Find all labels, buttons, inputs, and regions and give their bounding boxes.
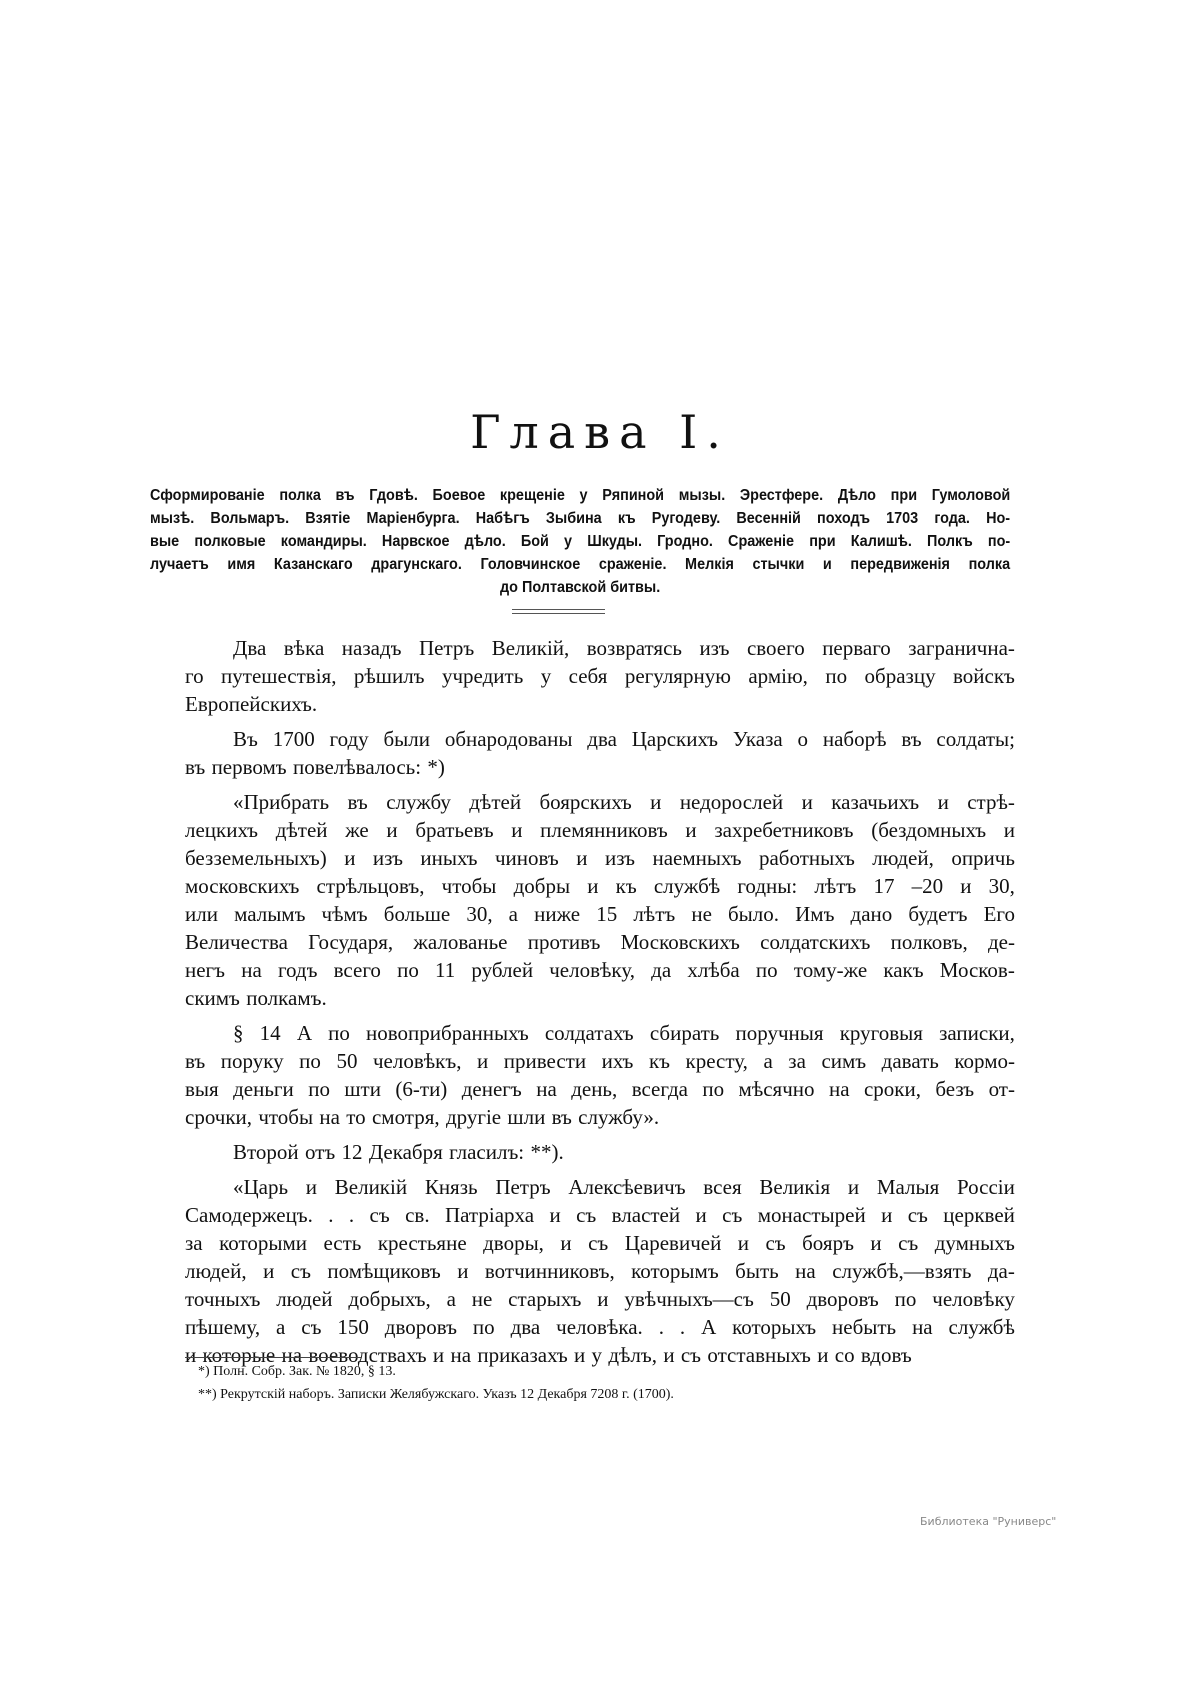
text-line: въ первомъ повелѣвалось: *) [185,755,445,779]
section-divider [512,609,605,614]
text-line: Два вѣка назадъ Петръ Великій, возвратясь изъ своего перваго загранична- [233,636,1015,660]
footnote-rule [185,1357,361,1358]
text-line: «Прибрать въ службу дѣтей боярскихъ и недорослей и казачьихъ и стрѣ- [233,790,1015,814]
text-line: § 14 А по новоприбранныхъ солдатахъ сбирать поручныя круговыя записки, [233,1021,1015,1045]
footnote-1: *) Полн. Собр. Зак. № 1820, § 13. [198,1364,396,1379]
footnote-2: **) Рекрутскій наборъ. Записки Желябужскаго. Указъ 12 Декабря 7208 г. (1700). [198,1387,674,1402]
paragraph [185,1173,1015,1369]
text-line: за которыми есть крестьяне дворы, и съ Царевичей и съ бояръ и съ думныхъ [185,1231,1015,1255]
text-line: Въ 1700 году были обнародованы два Царскихъ Указа о наборѣ въ солдаты; [233,727,1015,751]
text-line: въ поруку по 50 человѣкъ, и привести ихъ къ кресту, а за симъ давать кормо- [185,1049,1015,1073]
text-line: выя деньги по шти (6-ти) денегъ на день, всегда по мѣсячно на сроки, безъ от- [185,1077,1015,1101]
summary-line: лучаетъ имя Казанскаго драгунскаго. Головчинское сраженіе. Мелкія стычки и передвиженія полка [150,556,1011,573]
summary-line: Сформированіе полка въ Гдовѣ. Боевое крещеніе у Ряпиной мызы. Эрестфере. Дѣло при Гумоловой [150,487,1011,504]
chapter-title: Глава I. [470,405,730,459]
text-line: скимъ полкамъ. [185,986,327,1010]
text-line: Величества Государя, жалованье противъ Московскихъ солдатскихъ полковъ, де- [185,930,1015,954]
paragraph [185,634,1015,718]
summary-line: мызѣ. Вольмаръ. Взятіе Маріенбурга. Набѣгъ Зыбина къ Ругодеву. Весенній походъ 1703 года. Но- [150,510,1011,527]
text-line: негъ на годъ всего по 11 рублей человѣку, да хлѣба по тому-же какъ Москов- [185,958,1015,982]
text-line: и которые на воеводствахъ и на приказахъ и у дѣлъ, и съ отставныхъ и со вдовъ [185,1343,912,1367]
text-line: московскихъ стрѣльцовъ, чтобы добры и къ службѣ годны: лѣтъ 17 –20 и 30, [185,874,1015,898]
paragraph [185,788,1015,1012]
paragraph [185,725,1015,781]
library-watermark: Библиотека "Руниверс" [920,1515,1057,1528]
text-line: точныхъ людей добрыхъ, а не старыхъ и увѣчныхъ—съ 50 дворовъ по человѣку [185,1287,1015,1311]
text-line: Второй отъ 12 Декабря гласилъ: **). [233,1140,564,1164]
text-line: пѣшему, а съ 150 дворовъ по два человѣка. . . А которыхъ небыть на службѣ [185,1315,1015,1339]
text-line: го путешествія, рѣшилъ учредить у себя регулярную армію, по образцу войскъ [185,664,1015,688]
text-line: Самодержецъ. . . съ св. Патріарха и съ властей и съ монастырей и съ церквей [185,1203,1015,1227]
text-line: или малымъ чѣмъ больше 30, а ниже 15 лѣтъ не было. Имъ дано будетъ Его [185,902,1015,926]
text-line: «Царь и Великій Князь Петръ Алексѣевичъ всея Великія и Малыя Россіи [233,1175,1015,1199]
paragraph [185,1138,1015,1166]
summary-line: до Полтавской битвы. [500,579,661,596]
summary-line: вые полковые командиры. Нарвское дѣло. Бой у Шкуды. Гродно. Сраженіе при Калишѣ. Полкъ по- [150,533,1011,550]
text-line: людей, и съ помѣщиковъ и вотчинниковъ, которымъ быть на службѣ,—взять да- [185,1259,1015,1283]
body-text [185,634,1015,1376]
text-line: Европейскихъ. [185,692,318,716]
text-line: срочки, чтобы на то смотря, другіе шли въ службу». [185,1105,660,1129]
footnotes [198,1360,674,1406]
text-line: безземельныхъ) и изъ иныхъ чиновъ и изъ наемныхъ работныхъ людей, опричь [185,846,1015,870]
chapter-summary [150,484,1010,599]
text-line: лецкихъ дѣтей же и братьевъ и племянниковъ и захребетниковъ (бездомныхъ и [185,818,1015,842]
paragraph [185,1019,1015,1131]
